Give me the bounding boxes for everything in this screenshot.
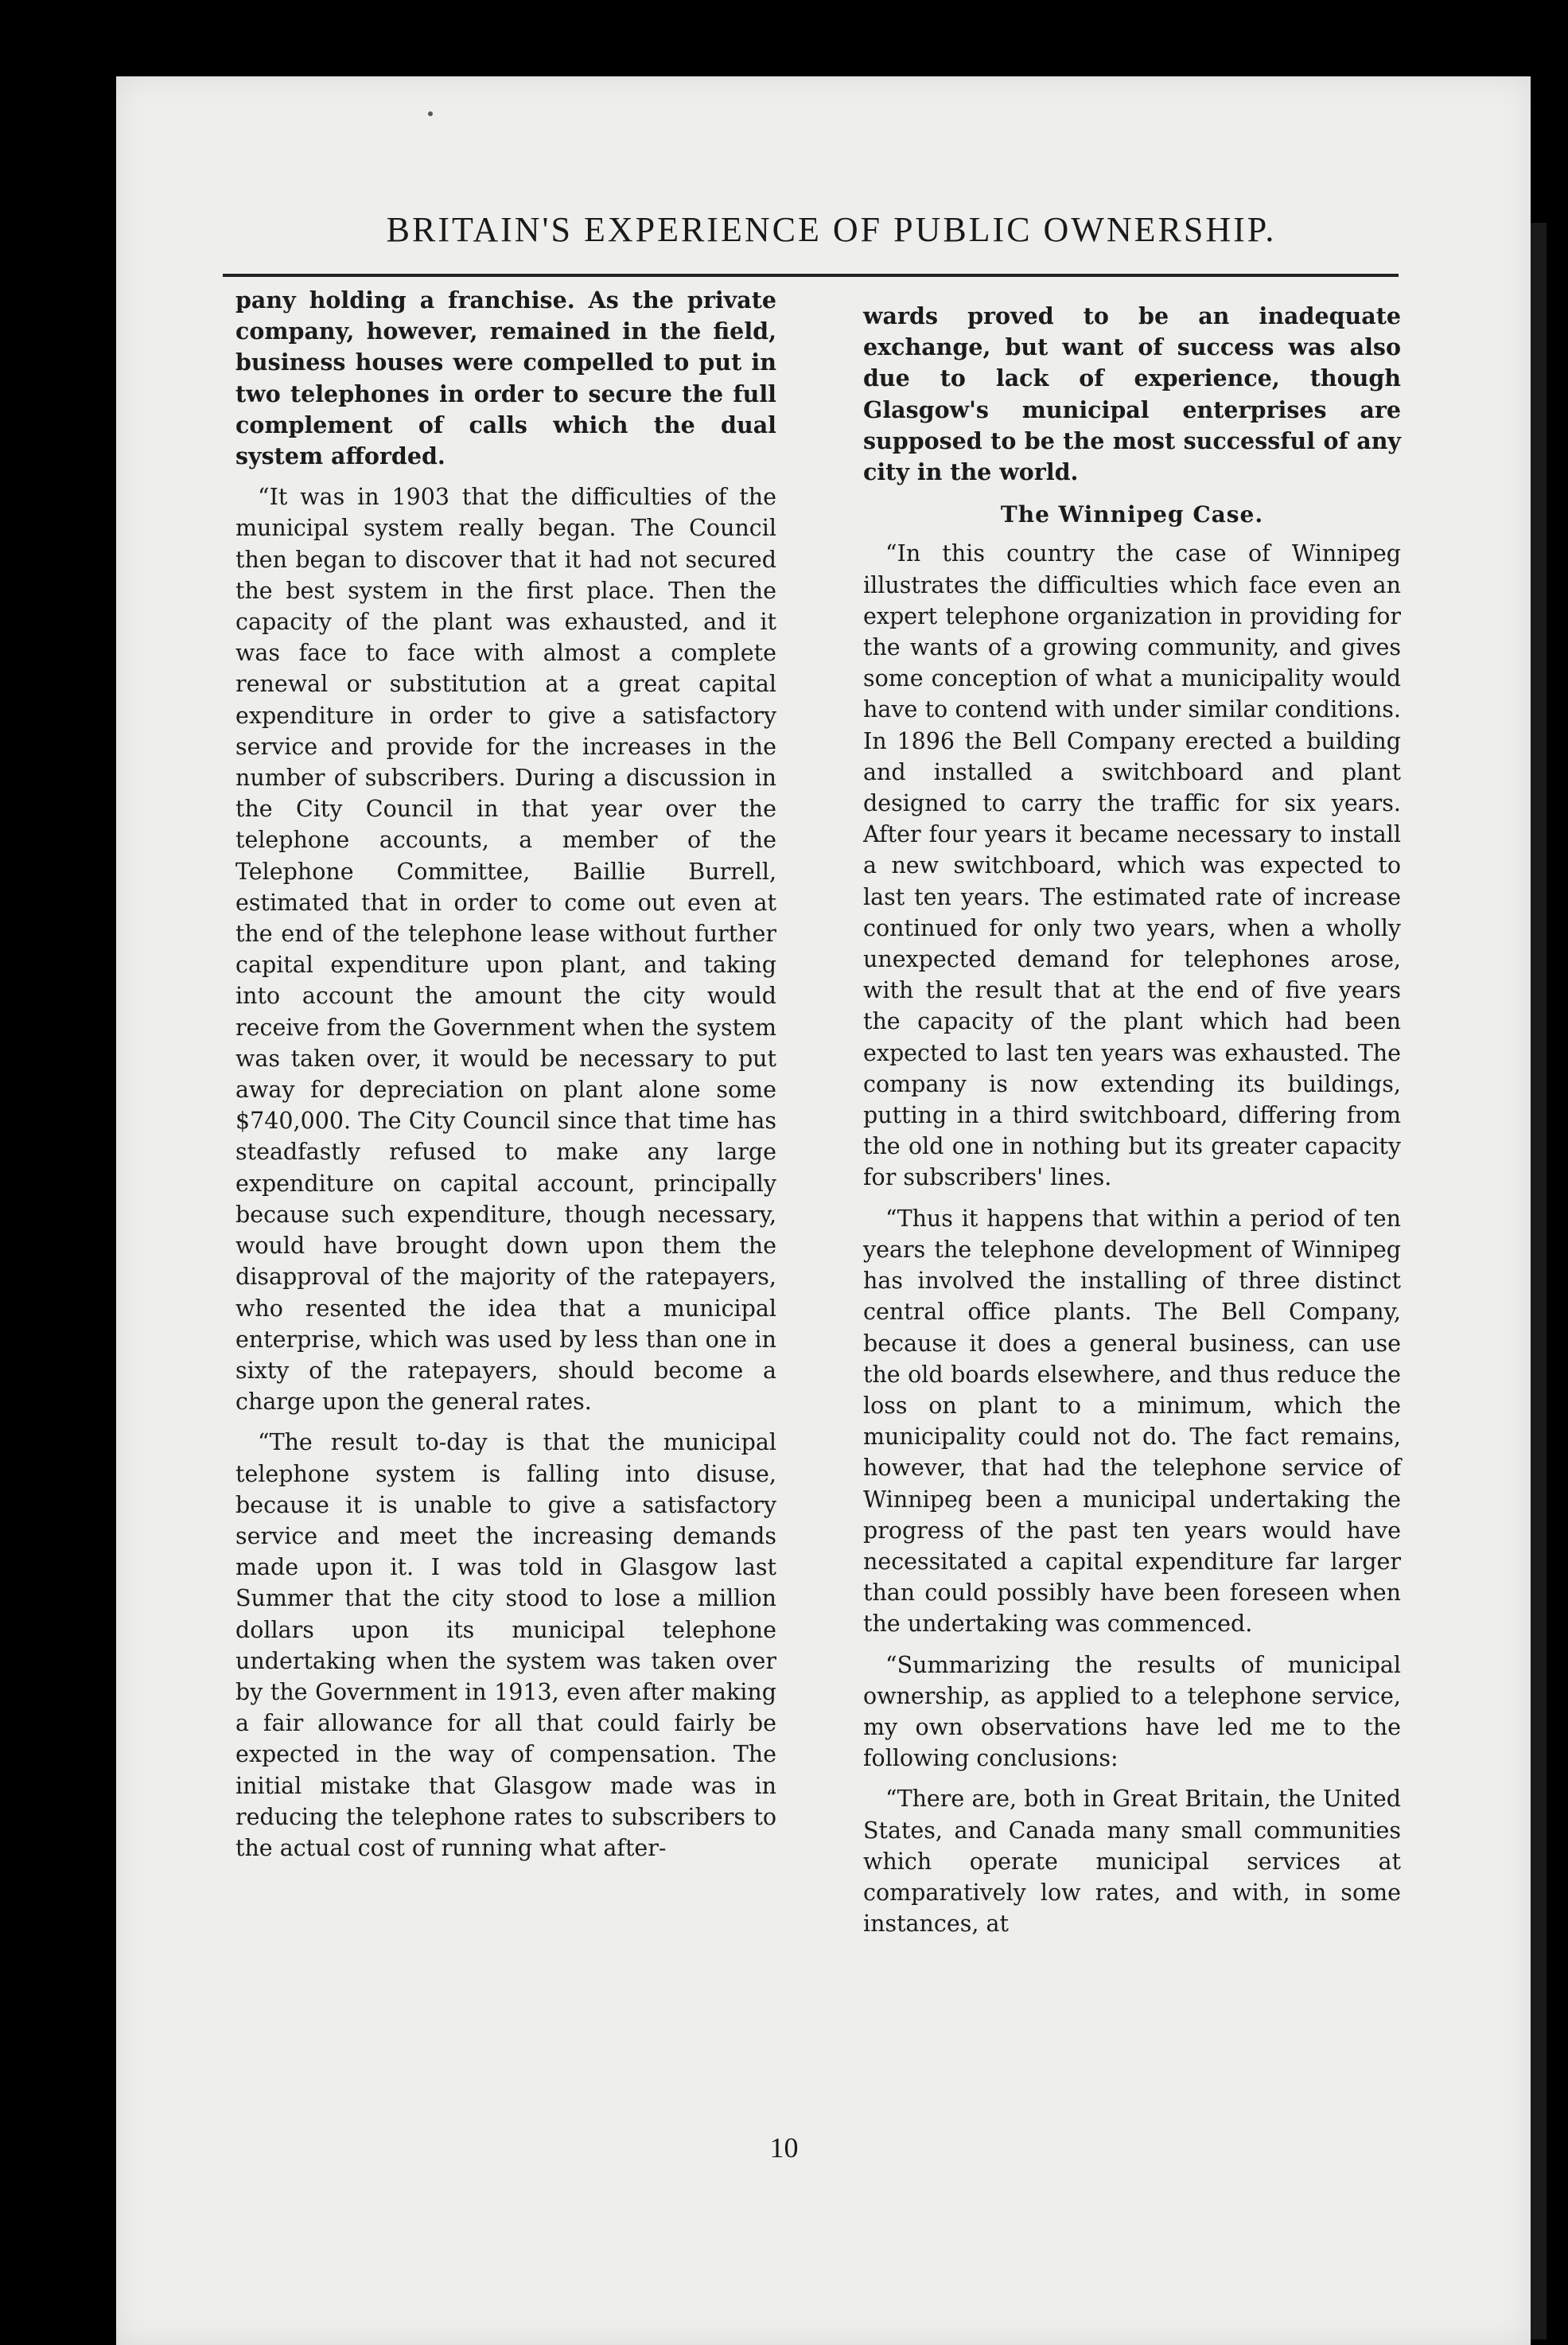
header-rule <box>223 274 1399 277</box>
right-paragraph-3: “Thus it happens that within a period of ten years the telephone development of Winnipeg has involved the installing of three distinct central office plants. The Bell Company, because it does a general business, can use the old boards elsewhere, and thus reduce the loss on plant to a minimum, which the municipality could not do. The fact remains, however, that had the telephone service of Winnipeg been a municipal undertaking the progress of the past ten years would have necessitated a capital expenditure far larger than could possibly have been foreseen when the undertaking was commenced. <box>863 1205 1401 1638</box>
running-header: BRITAIN'S EXPERIENCE OF PUBLIC OWNERSHIP. <box>386 210 1277 249</box>
right-paragraph-1: wards proved to be an inadequate exchange, but want of success was also due to lack of experience, though Glasgow's municipal enterprises are supposed to be the most successful of any city in the world. <box>863 302 1401 486</box>
page-number: 10 <box>769 2132 799 2164</box>
right-paragraph-2: “In this country the case of Winnipeg illustrates the difficulties which face even an expert telephone organization in providing for the wants of a growing community, and gives some conception of what a municipality would have to contend with under similar conditions. In 1896 the Bell Company erected a building and installed a switchboard and plant designed to carry the traffic for six years. After four years it became necessary to install a new switchboard, which was expected to last ten years. The estimated rate of increase continued for only two years, when a wholly unexpected demand for telephones arose, with the result that at the end of five years the capacity of the plant which had been expected to last ten years was exhausted. The company is now extending its buildings, putting in a third switchboard, differing from the old one in nothing but its greater capacity for subscribers' lines. <box>863 540 1401 1191</box>
section-heading: The Winnipeg Case. <box>1000 501 1264 528</box>
left-paragraph-3: “The result to-day is that the municipal telephone system is falling into disuse, because it is unable to give a satisfactory service and meet the increasing demands made upon it. I was told in Glasgow last Summer that the city stood to lose a million dollars upon its municipal telephone undertaking when the system was taken over by the Government in 1913, even after making a fair allowance for all that could fairly be expected in the way of compensation. The initial mistake that Glasgow made was in reducing the telephone rates to subscribers to the actual cost of running what after- <box>235 1429 776 1861</box>
left-paragraph-1: pany holding a franchise. As the private company, however, remained in the field, business houses were compelled to put in two telephones in order to secure the full complement of calls which the dual system afforded. <box>235 286 776 470</box>
speck <box>428 111 433 116</box>
book-edge <box>1531 223 1547 2339</box>
left-paragraph-2: “It was in 1903 that the difficulties of the municipal system really began. The Council then began to discover that it had not secured the best system in the first place. Then the capacity of the plant was exhausted, and it was face to face with almost a complete renewal or substitution at a great capital expenditure in order to give a satisfactory service and provide for the increases in the number of subscribers. During a discussion in the City Council in that year over the telephone accounts, a member of the Telephone Committee, Baillie Burrell, estimated that in order to come out even at the end of the telephone lease without further capital expenditure upon plant, and taking into account the amount the city would receive from the Government when the system was taken over, it would be necessary to put away for depreciation on plant alone some $740,000. The City Council since that time has steadfastly refused to make any large expenditure on capital account, principally because such expenditure, though necessary, would have brought down upon them the disapproval of the majority of the ratepayers, who resented the idea that a municipal enterprise, which was used by less than one in sixty of the ratepayers, should become a charge upon the general rates. <box>235 484 776 1416</box>
right-paragraph-4: “Summarizing the results of municipal ownership, as applied to a telephone service, my own observations have led me to the following conclusions: <box>863 1651 1401 1772</box>
right-paragraph-5: “There are, both in Great Britain, the United States, and Canada many small communities which operate municipal services at comparatively low rates, and with, in some instances, at <box>863 1786 1401 1938</box>
left-column <box>235 285 776 1873</box>
right-column <box>863 301 1401 1949</box>
